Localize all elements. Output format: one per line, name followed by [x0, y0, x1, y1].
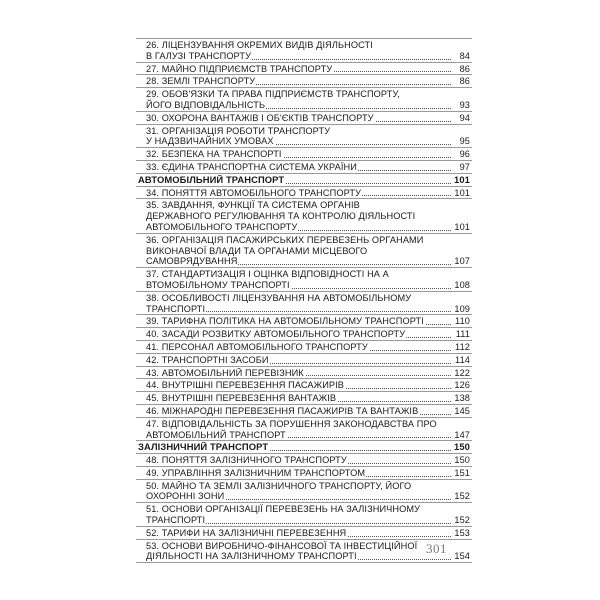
toc-entry	[136, 405, 472, 418]
toc-entry-title-text: 42. ТРАНСПОРТНІ ЗАСОБИ	[146, 354, 269, 365]
toc-entry-page: 122	[454, 367, 470, 378]
toc-entry	[136, 292, 472, 316]
toc-entry-title-text: 41. ПЕРСОНАЛ АВТОМОБІЛЬНОГО ТРАНСПОРТУ	[146, 341, 368, 352]
toc-entry-title-text: АВТОМОБІЛЬНИЙ ТРАНСПОРТ	[138, 174, 285, 185]
toc-entry-page: 101	[454, 221, 470, 232]
toc-entry-title	[146, 393, 451, 404]
toc-entry-page: 147	[454, 429, 470, 440]
toc-entry-title-text: 31. ОРГАНІЗАЦІЯ РОБОТИ ТРАНСПОРТУ У НАДЗВИЧАЙНИХ УМОВАХ	[146, 125, 331, 147]
toc-entry-page: 112	[455, 341, 470, 352]
toc-entry-title-text: 47. ВІДПОВІДАЛЬНІСТЬ ЗА ПОРУШЕННЯ ЗАКОНОДАВСТВА ПРО АВТОМОБІЛЬНИЙ ТРАНСПОРТ	[146, 418, 437, 440]
toc-entry-title-text: 37. СТАНДАРТИЗАЦІЯ І ОЦІНКА ВІДПОВІДНОСТІ НА А ВТОМОБІЛЬНОМУ ТРАНСПОРТІ	[146, 269, 389, 290]
toc-entry-title-text: 46. МІЖНАРОДНІ ПЕРЕВЕЗЕННЯ ПАСАЖИРІВ ТА ВАНТАЖІВ	[146, 405, 419, 416]
toc-entry-page: 150	[454, 455, 470, 466]
toc-entry-title	[146, 113, 451, 124]
toc-entry-title-text: 27. МАЙНО ПІДПРИЄМСТВ ТРАНСПОРТУ	[146, 63, 333, 74]
toc-entry-title-text: 32. БЕЗПЕКА НА ТРАНСПОРТІ	[146, 149, 282, 160]
toc-entry-title	[146, 64, 451, 75]
toc-entry-title	[138, 175, 451, 186]
toc-entry-page: 84	[459, 50, 470, 61]
toc-entry-page: 93	[459, 99, 470, 110]
toc-entry-page: 108	[454, 279, 470, 290]
toc-entry-title	[146, 269, 451, 291]
toc-entry	[136, 63, 472, 76]
toc-entry-title	[146, 355, 451, 366]
toc-entry-title-text: 50. МАЙНО ТА ЗЕМЛІ ЗАЛІЗНИЧНОГО ТРАНСПОРТУ, ЙОГО ОХОРОННІ ЗОНИ	[146, 480, 412, 502]
toc-entry-title	[146, 481, 451, 503]
toc-entry-page: 97	[459, 161, 470, 172]
toc-entry	[136, 467, 472, 480]
toc-entry-page: 111	[455, 329, 470, 340]
toc-entry-title-text: 40. ЗАСАДИ РОЗВИТКУ АВТОМОБІЛЬНОГО ТРАНСПОРТУ	[146, 329, 406, 340]
toc-entry-title	[146, 235, 451, 267]
toc-entry-title-text: 35. ЗАВДАННЯ, ФУНКЦІЇ ТА СИСТЕМА ОРГАНІВ ДЕРЖАВНОГО РЕГУЛЮВАННЯ ТА КОНТРОЛЮ ДІЯЛЬНОСТІ АВТОМОБІЛЬНОГО ТРАНСПОРТУ	[146, 200, 416, 232]
toc-entry-title	[146, 541, 451, 563]
toc-entry-title	[146, 504, 451, 526]
toc-entry-title	[146, 162, 451, 173]
toc-entry	[136, 161, 472, 174]
toc-entry	[136, 187, 472, 200]
toc-entry-title-text: 33. ЄДИНА ТРАНСПОРТНА СИСТЕМА УКРАЇНИ	[146, 161, 357, 172]
toc-entry	[136, 39, 472, 63]
toc-entry	[136, 392, 472, 405]
toc-entry	[136, 418, 472, 442]
toc-entry-page: 96	[459, 149, 470, 160]
toc-entry-page: 138	[454, 393, 470, 404]
toc-entry-title	[146, 329, 451, 340]
toc-entry-title	[146, 380, 451, 391]
toc-entry-page: 152	[454, 491, 470, 502]
toc-entry-page: 86	[459, 76, 470, 87]
toc-entry	[136, 234, 472, 268]
toc-entry	[136, 540, 472, 564]
toc-entry-page: 153	[454, 527, 470, 538]
toc-entry-title-text: 26. ЛІЦЕНЗУВАННЯ ОКРЕМИХ ВИДІВ ДІЯЛЬНОСТІ В ГАЛУЗІ ТРАНСПОРТУ	[146, 40, 373, 61]
toc-entry-title-text: 38. ОСОБЛИВОСТІ ЛІЦЕНЗУВАННЯ НА АВТОМОБІЛЬНОМУ ТРАНСПОРТІ	[146, 292, 412, 314]
toc-entry-title-text: 36. ОРГАНІЗАЦІЯ ПАСАЖИРСЬКИХ ПЕРЕВЕЗЕНЬ ОРГАНАМИ ВИКОНАВЧОЇ ВЛАДИ ТА ОРГАНАМИ МІСЦЕВОГО САМОВРЯДУВАННЯ	[146, 234, 424, 267]
toc-entry-title-text: 53. ОСНОВИ ВИРОБНИЧО-ФІНАНСОВОЇ ТА ІНВЕСТИЦІЙНОЇ ДІЯЛЬНОСТІ НА ЗАЛІЗНИЧНОМУ ТРАНСПОРТІ	[146, 540, 418, 562]
toc-section-heading	[136, 174, 472, 187]
toc-entry-title	[146, 149, 451, 160]
toc-section-heading	[136, 441, 472, 454]
toc-entry	[136, 379, 472, 392]
toc-entry-title	[146, 89, 451, 111]
toc-entry-title	[146, 406, 451, 417]
table-of-contents	[136, 38, 472, 563]
toc-entry	[136, 75, 472, 88]
toc-entry-title	[146, 188, 451, 199]
toc-entry	[136, 315, 472, 328]
toc-entry-page: 109	[454, 303, 470, 314]
toc-entry-title-text: 39. ТАРИФНА ПОЛІТИКА НА АВТОМОБІЛЬНОМУ ТРАНСПОРТІ	[146, 316, 424, 327]
toc-entry-title	[146, 316, 451, 327]
toc-entry-title-text: 48. ПОНЯТТЯ ЗАЛІЗНИЧНОГО ТРАНСПОРТУ	[146, 455, 347, 466]
toc-entry	[136, 112, 472, 125]
toc-entry-title-text: 29. ОБОВ'ЯЗКИ ТА ПРАВА ПІДПРИЄМСТВ ТРАНСПОРТУ, ЙОГО ВІДПОВІДАЛЬНІСТЬ	[146, 89, 400, 110]
toc-entry-page: 154	[454, 551, 470, 562]
toc-entry-title	[146, 342, 451, 353]
toc-entry-title	[146, 76, 451, 87]
toc-entry-page: 126	[454, 380, 470, 391]
toc-entry-title	[146, 40, 451, 62]
toc-entry-title	[146, 368, 451, 379]
toc-entry	[136, 199, 472, 233]
toc-entry	[136, 341, 472, 354]
toc-entry-page: 94	[459, 112, 470, 123]
toc-entry-title	[146, 528, 451, 539]
toc-entry-title	[146, 455, 451, 466]
toc-entry	[136, 268, 472, 292]
toc-entry-page: 101	[454, 173, 470, 185]
toc-entry	[136, 148, 472, 161]
toc-entry-page: 101	[454, 187, 470, 198]
page-number: 301	[426, 541, 447, 556]
toc-entry-title	[146, 293, 451, 315]
toc-entry-title-text: 44. ВНУТРІШНІ ПЕРЕВЕЗЕННЯ ПАСАЖИРІВ	[146, 380, 345, 391]
toc-entry-page: 114	[455, 354, 470, 365]
toc-entry	[136, 88, 472, 112]
toc-entry-page: 152	[454, 515, 470, 526]
toc-entry-page: 110	[455, 316, 470, 327]
toc-entry	[136, 527, 472, 540]
toc-entry-title-text: ЗАЛІЗНИЧНИЙ ТРАНСПОРТ	[138, 442, 269, 453]
toc-entry-page: 107	[454, 256, 470, 267]
toc-entry	[136, 328, 472, 341]
toc-entry-page: 86	[459, 63, 470, 74]
toc-entry-title	[146, 468, 451, 479]
toc-entry-title	[146, 419, 451, 441]
toc-entry	[136, 503, 472, 527]
toc-entry-title-text: 28. ЗЕМЛІ ТРАНСПОРТУ	[146, 76, 256, 87]
toc-entry-page: 150	[454, 441, 470, 453]
toc-entry-page: 151	[454, 467, 470, 478]
toc-entry	[136, 125, 472, 149]
toc-entry-page: 95	[459, 136, 470, 147]
toc-entry-title-text: 51. ОСНОВИ ОРГАНІЗАЦІЇ ПЕРЕВЕЗЕНЬ НА ЗАЛІЗНИЧНОМУ ТРАНСПОРТІ	[146, 504, 421, 526]
toc-entry-title-text: 30. ОХОРОНА ВАНТАЖІВ І ОБ'ЄКТІВ ТРАНСПОРТУ	[146, 112, 374, 123]
toc-entry-title	[146, 200, 451, 232]
toc-entry-title-text: 49. УПРАВЛІННЯ ЗАЛІЗНИЧНИМ ТРАНСПОРТОМ	[146, 467, 366, 478]
toc-entry-title-text: 52. ТАРИФИ НА ЗАЛІЗНИЧНІ ПЕРЕВЕЗЕННЯ	[146, 527, 347, 538]
toc-entry	[136, 354, 472, 367]
toc-entry-title	[138, 442, 451, 453]
toc-entry-title-text: 43. АВТОМОБІЛЬНИЙ ПЕРЕВІЗНИК	[146, 367, 304, 378]
toc-entry	[136, 480, 472, 504]
toc-entry	[136, 454, 472, 467]
toc-entry-page: 145	[454, 405, 470, 416]
toc-entry-title	[146, 126, 451, 148]
toc-entry-title-text: 45. ВНУТРІШНІ ПЕРЕВЕЗЕННЯ ВАНТАЖІВ	[146, 393, 337, 404]
toc-entry	[136, 367, 472, 380]
toc-entry-title-text: 34. ПОНЯТТЯ АВТОМОБІЛЬНОГО ТРАНСПОРТУ	[146, 187, 362, 198]
